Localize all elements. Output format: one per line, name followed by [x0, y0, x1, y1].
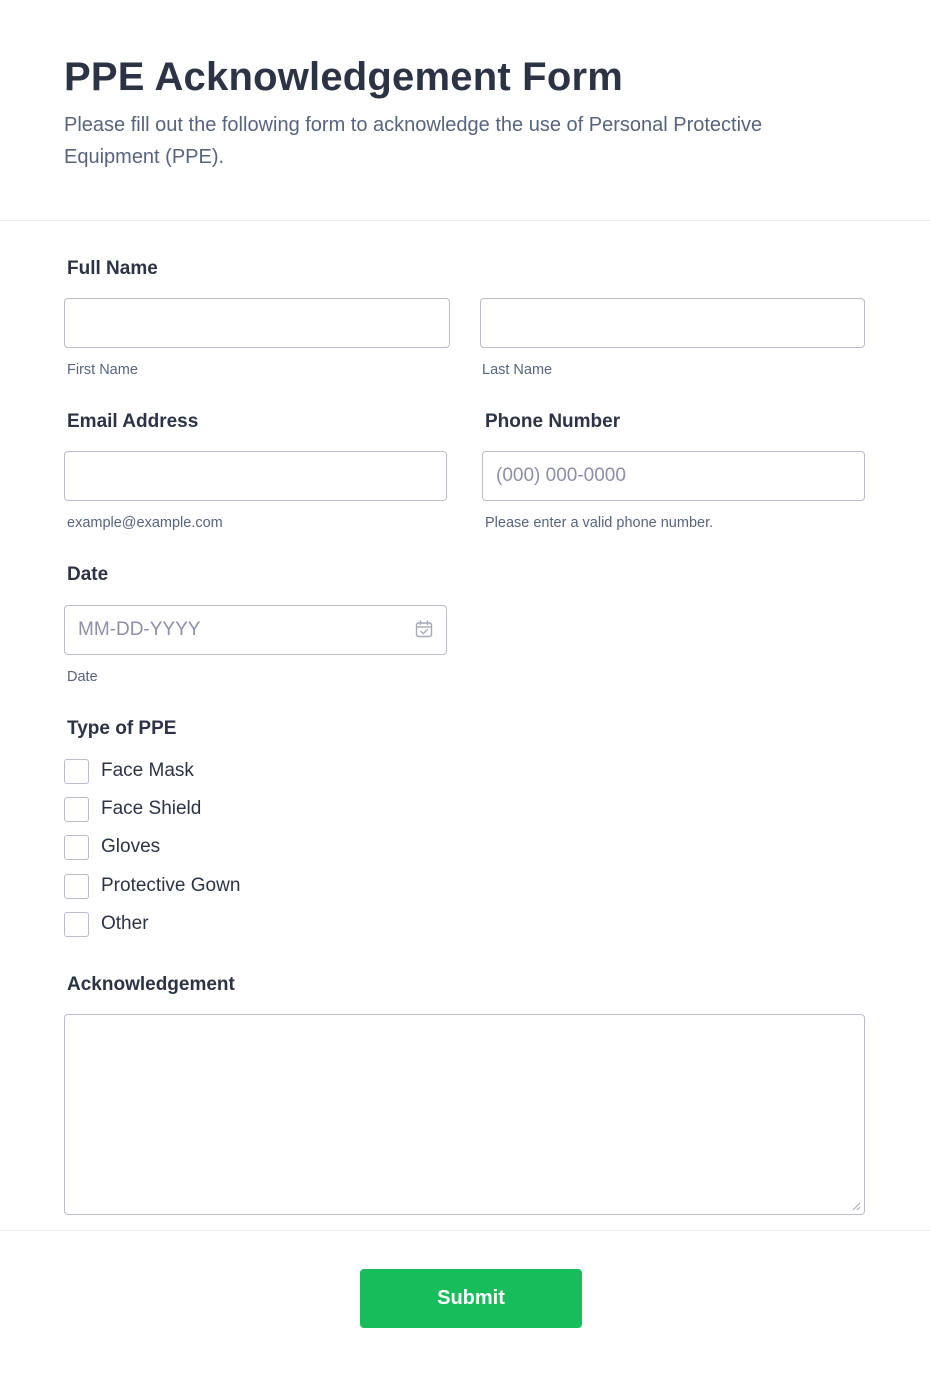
option-label: Other [101, 913, 149, 934]
email-label: Email Address [67, 411, 199, 432]
resize-handle-icon[interactable] [851, 1201, 861, 1211]
email-input[interactable] [64, 451, 447, 501]
checkbox[interactable] [64, 874, 89, 899]
checkbox[interactable] [64, 759, 89, 784]
ppe-option-face-mask[interactable] [64, 758, 194, 784]
email-sublabel: example@example.com [67, 515, 223, 531]
option-label: Gloves [101, 836, 161, 857]
option-label: Protective Gown [101, 875, 241, 896]
checkbox[interactable] [64, 835, 89, 860]
ppe-option-other[interactable] [64, 911, 149, 937]
ppe-option-protective-gown[interactable] [64, 873, 240, 899]
date-input[interactable] [64, 605, 447, 655]
form-description: Please fill out the following form to acknowledge the use of Personal Protective Equipment (PPE). [64, 114, 763, 168]
form-title: PPE Acknowledgement Form [64, 55, 623, 99]
form-header [0, 0, 930, 221]
last-name-input[interactable] [480, 298, 865, 348]
submit-button[interactable]: Submit [360, 1269, 582, 1328]
checkbox[interactable] [64, 797, 89, 822]
acknowledgement-textarea[interactable] [64, 1014, 865, 1215]
first-name-sublabel: First Name [67, 362, 138, 378]
full-name-label: Full Name [67, 258, 158, 279]
ppe-label: Type of PPE [67, 718, 177, 739]
date-sublabel: Date [67, 669, 98, 685]
phone-sublabel: Please enter a valid phone number. [485, 515, 714, 531]
ppe-option-gloves[interactable] [64, 834, 160, 860]
option-label: Face Shield [101, 798, 202, 819]
date-label: Date [67, 564, 109, 585]
footer-divider [0, 1230, 930, 1231]
checkbox[interactable] [64, 912, 89, 937]
last-name-sublabel: Last Name [482, 362, 553, 378]
phone-input[interactable] [482, 451, 865, 501]
calendar-icon[interactable] [415, 620, 433, 638]
acknowledgement-label: Acknowledgement [67, 974, 235, 995]
option-label: Face Mask [101, 760, 194, 781]
first-name-input[interactable] [64, 298, 450, 348]
ppe-option-face-shield[interactable] [64, 796, 201, 822]
phone-label: Phone Number [485, 411, 621, 432]
